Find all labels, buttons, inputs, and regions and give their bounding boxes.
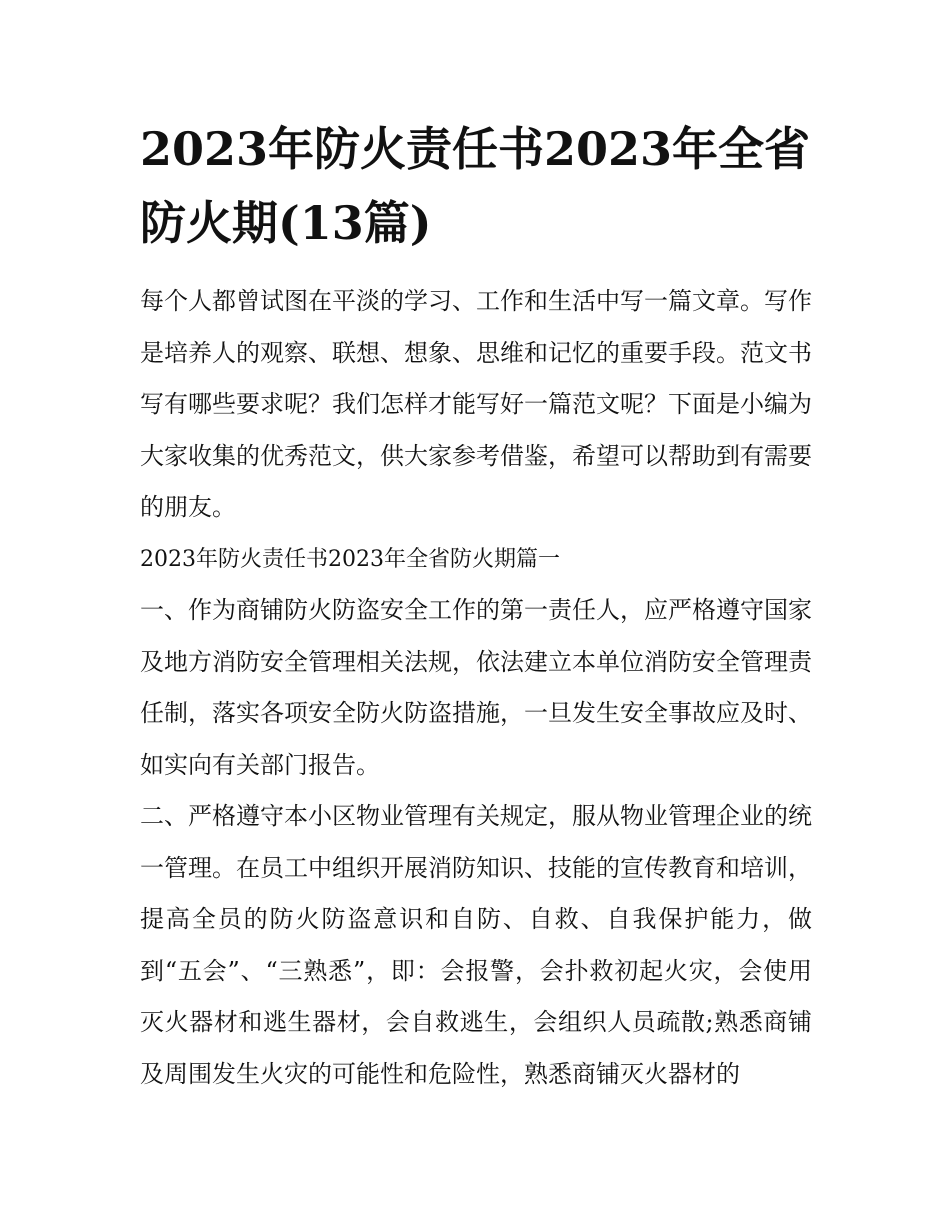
paragraph-1: 一、作为商铺防火防盗安全工作的第一责任人，应严格遵守国家及地方消防安全管理相关法规，依法建立本单位消防安全管理责任制，落实各项安全防火防盗措施，一旦发生安全事故应及时、如实向有关部门报告。 xyxy=(140,596,812,779)
section-heading: 2023年防火责任书2023年全省防火期篇一 xyxy=(140,546,560,572)
paragraph-2: 二、严格遵守本小区物业管理有关规定，服从物业管理企业的统一管理。在员工中组织开展消防知识、技能的宣传教育和培训，提高全员的防火防盗意识和自防、自救、自我保护能力，做到“五会”、“三熟悉”，即：会报警，会扑救初起火灾，会使用灭火器材和逃生器材，会自救逃生，会组织人员疏散;熟悉商铺及周围发生火灾的可能性和危险性，熟悉商铺灭火器材的 xyxy=(140,802,812,1088)
document-title: 2023年防火责任书2023年全省防火期(13篇) xyxy=(140,122,811,250)
document-body xyxy=(140,276,812,1100)
intro-paragraph: 每个人都曾试图在平淡的学习、工作和生活中写一篇文章。写作是培养人的观察、联想、想象、思维和记忆的重要手段。范文书写有哪些要求呢？我们怎样才能写好一篇范文呢？下面是小编为大家收集的优秀范文，供大家参考借鉴，希望可以帮助到有需要的朋友。 xyxy=(140,287,812,521)
